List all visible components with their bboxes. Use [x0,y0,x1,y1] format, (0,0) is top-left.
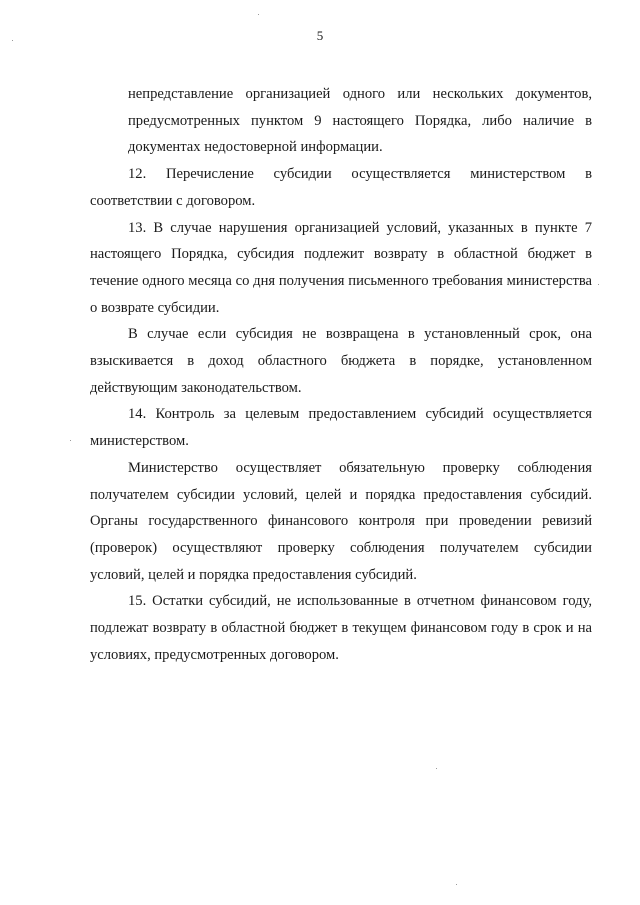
paragraph-14-verification: Министерство осуществляет обязательную проверку соблюдения получателем субсидии условий, целей и порядка предоставления субсидий. Органы государственного финансового контроля при проведении ревизий (проверок) осуществляют проверку соблюдения получателем субсидии условий, целей и порядка предоставления субсидий. [90,459,592,583]
paragraph-continuation: непредставление организацией одного или нескольких документов, предусмотренных пунктом 9 настоящего Порядка, либо наличие в документах недостоверной информации. [128,86,592,156]
scan-speck [598,284,599,285]
paragraph-15: 15. Остатки субсидий, не использованные в отчетном финансовом году, подлежат возврату в областной бюджет в текущем финансовом году в срок и на условиях, предусмотренных договором. [90,593,592,663]
scan-speck [12,40,13,41]
scan-speck [436,768,437,769]
paragraph-14: 14. Контроль за целевым предоставлением субсидий осуществляется министерством. [90,406,592,450]
paragraph-12: 12. Перечисление субсидии осуществляется министерством в соответствии с договором. [90,166,592,209]
scan-speck [258,14,259,15]
document-body [90,81,592,668]
paragraph-13: 13. В случае нарушения организацией условий, указанных в пункте 7 настоящего Порядка, субсидия подлежит возврату в областной бюджет в течение одного месяца со дня получения письменного требования министерства о возврате субсидии. [90,219,592,316]
scan-speck [70,440,71,441]
paragraph-13-refund: В случае если субсидия не возвращена в установленный срок, она взыскивается в доход областного бюджета в порядке, установленном действующим законодательством. [90,326,592,396]
page-number: 5 [316,28,324,43]
scan-speck [456,884,457,885]
